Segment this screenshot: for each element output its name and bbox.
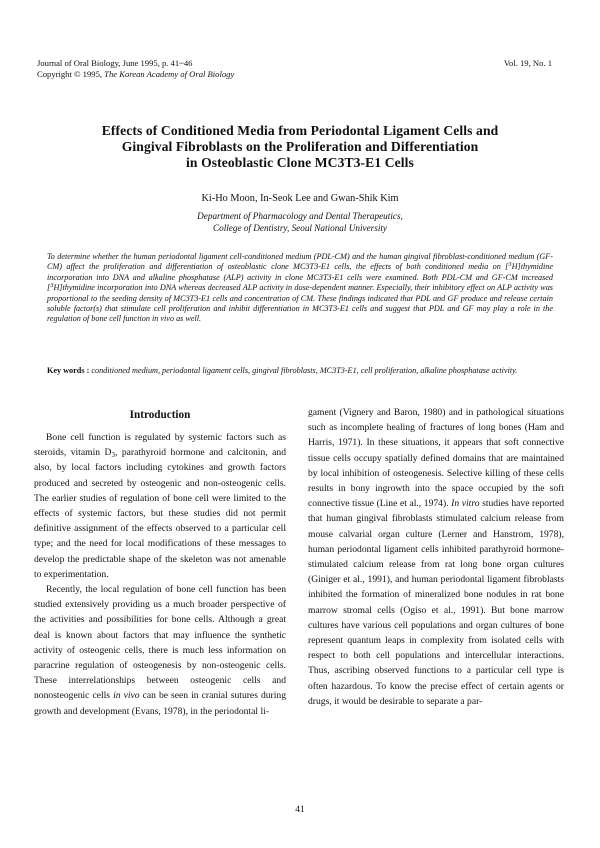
paragraph-text: Bone cell function is regulated by systemic factors such as steroids, vitamin D: [34, 432, 286, 459]
subscript: 3: [111, 451, 115, 460]
keywords: [47, 366, 553, 376]
paragraph-text: , parathyroid hormone and calcitonin, and also, by local factors including cytokines and growth factors produced and secreted by osteogenic and non-osteogenic cells. The earlier studies of regulation of bone cell were limited to the effects of systemic factors, but these studies did not permit definitive assignment of the effects observed to a particular cell type; and the need for local modifications of these messages to develop the predictable shape of the skeleton was not amenable to experimentation.: [34, 447, 286, 580]
copyright-prefix: Copyright © 1995,: [37, 69, 105, 79]
paragraph: [34, 582, 286, 719]
running-header-left: [37, 58, 234, 80]
journal-citation: Journal of Oral Biology, June 1995, p. 41~46: [37, 58, 193, 68]
affiliation-line: College of Dentistry, Seoul National University: [212, 222, 388, 233]
paragraph: [34, 430, 286, 582]
paragraph-text: can be seen in cranial sutures during growth and development (Evans, 1978), in the periodontal li-: [34, 690, 287, 717]
keywords-label: Key words :: [47, 366, 90, 375]
affiliation: [40, 211, 560, 234]
paragraph-text: studies have reported that human gingival fibroblasts stimulated calcium release from mouse calvarial organ culture (Lerner and Hanstrom, 1978), human periodontal ligament cells inhibited parathyroid hormone-stimulated calcium release from rat long bone organ cultures (Giniger et al., 1991), and human periodontal ligament fibroblasts inhibited the formation of mineralized bone nodules in rat bone marrow stromal cells (Ogiso et al., 1991). But bone marrow cultures have various cell populations and organ cultures of bone represent quantum leaps in complexity from isolated cells with respect to both cell populations and intercellular interactions. Thus, ascribing observed functions to a particular cell type is often hazardous. To know the precise effect of certain agents or drugs, it would be desirable to separate a par-: [308, 498, 565, 707]
copyright-line: [37, 69, 234, 80]
title-line: Effects of Conditioned Media from Periodontal Ligament Cells and: [101, 123, 499, 138]
abstract: [47, 252, 553, 325]
paragraph: [308, 405, 564, 709]
section-heading-introduction: Introduction: [129, 409, 191, 421]
left-column: [34, 430, 286, 719]
author-list: Ki-Ho Moon, In-Seok Lee and Gwan-Shik Kim: [201, 193, 399, 204]
right-column: [308, 405, 564, 709]
affiliation-line: Department of Pharmacology and Dental Therapeutics,: [197, 211, 403, 221]
volume-number: Vol. 19, No. 1: [503, 58, 552, 68]
title-line: in Osteoblastic Clone MC3T3-E1 Cells: [186, 155, 414, 170]
title-line: Gingival Fibroblasts on the Proliferation and Differentiation: [121, 139, 479, 154]
abstract-text: To determine whether the human periodontal ligament cell-conditioned medium (PDL-CM) and the human gingival fibroblast-conditioned medium (GF-CM) affect the proliferation and differentiation of osteoblastic clone MC3T3-E1 cells, the effects of both conditioned media on [: [47, 252, 553, 272]
italic-term: in vivo: [113, 690, 140, 702]
paragraph-text: gament (Vignery and Baron, 1980) and in pathological situations such as incomplete healing of fractures of long bones (Ham and Harris, 1971). In these situations, it appears that soft connective tissue cells occupy spatially defined domains that are maintained by local inhibition of osteogenesis. Selective killing of these cells results in bony ingrowth into the space occupied by the soft connective tissue (Line et al., 1974).: [308, 407, 564, 510]
article-title: [40, 123, 560, 171]
superscript: 3: [508, 261, 512, 269]
italic-term: In vitro: [451, 498, 480, 510]
paragraph-text: Recently, the local regulation of bone cell function has been studied extensively providing us a much broader perspective of the activities and possibilities for bone cells. Although a great deal is known about factors that may influence the synthetic activity of osteogenic cells, there is much less information on paracrine regulation of osteogenesis by non-osteogenic cells. These interrelationships between osteogenic cells and nonosteogenic cells: [34, 584, 286, 702]
abstract-text: H]thymidine incorporation into DNA whereas decreased ALP activity in dose-dependent manner. Especially, their inhibitory effect on ALP activity was proportional to the seeding density of MC3T3-E1 cells and concentration of CM. These findings indicated that PDL and GF produce and release certain soluble factor(s) that stimulate cell proliferation and inhibit differentiation in MC3T3-E1 cells and suggest that PDL and GF may play a role in the regulation of bone cell function in vivo as well.: [47, 283, 553, 324]
abstract-text: H]thymidine incorporation into DNA and alkaline phosphatase (ALP) activity in clone MC3T3-E1 cells were examined. Both PDL-CM and GF-CM increased [: [47, 262, 553, 293]
page-number: 41: [295, 804, 305, 815]
copyright-org: The Korean Academy of Oral Biology: [104, 69, 235, 79]
keywords-text: conditioned medium, periodontal ligament cells, gingival fibroblasts, MC3T3-E1, cell proliferation, alkaline phosphatase activity.: [89, 366, 518, 375]
superscript: 3: [50, 282, 54, 290]
